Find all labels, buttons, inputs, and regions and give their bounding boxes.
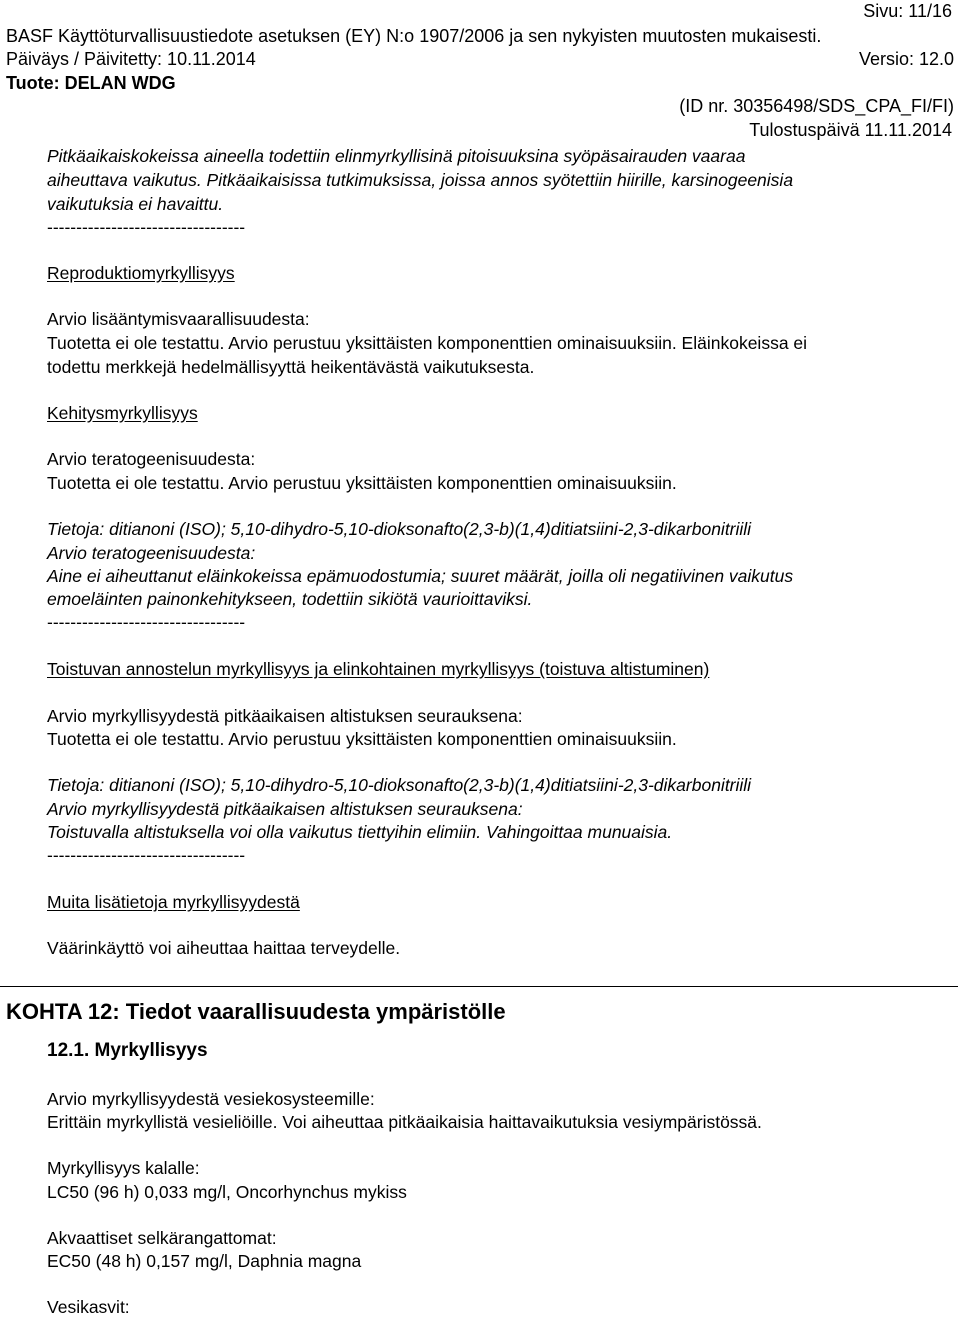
version-label: Versio: 12.0	[858, 49, 954, 69]
revision-date: Päiväys / Päivitetty: 10.11.2014	[6, 49, 256, 69]
separator-line: ----------------------------------	[47, 845, 246, 865]
aquatic-assessment-label: Arvio myrkyllisyydestä vesiekosysteemille:	[47, 1089, 375, 1109]
separator-line: ----------------------------------	[47, 612, 246, 632]
fish-toxicity-value: LC50 (96 h) 0,033 mg/l, Oncorhynchus mykiss	[47, 1182, 407, 1202]
dithianon-info-line: Tietoja: ditianoni (ISO); 5,10-dihydro-5,10-dioksonafto(2,3-b)(1,4)ditiatsiini-2,3-dikarbonitriili	[47, 775, 752, 795]
separator-line: ----------------------------------	[47, 217, 246, 237]
dithianon-info-line: Aine ei aiheuttanut eläinkokeissa epämuodostumia; suuret määrät, joilla oli negatiivinen vaikutus	[47, 566, 794, 586]
invertebrates-value: EC50 (48 h) 0,157 mg/l, Daphnia magna	[47, 1251, 362, 1271]
section-divider	[0, 986, 958, 987]
dithianon-info-line: Toistuvalla altistuksella voi olla vaikutus tiettyihin elimiin. Vahingoittaa munuaisia.	[47, 822, 673, 842]
carcinogenicity-text-line: vaikutuksia ei havaittu.	[47, 194, 224, 214]
fish-toxicity-label: Myrkyllisyys kalalle:	[47, 1158, 200, 1178]
developmental-toxicity-heading: Kehitysmyrkyllisyys	[47, 403, 198, 423]
misuse-warning-text: Väärinkäyttö voi aiheuttaa haittaa terveydelle.	[47, 938, 401, 958]
aquatic-plants-label: Vesikasvit:	[47, 1297, 130, 1317]
reproduction-text-line: Tuotetta ei ole testattu. Arvio perustuu yksittäisten komponenttien ominaisuuksiin. Eläinkokeissa ei	[47, 333, 808, 353]
subsection-12-1-heading: 12.1. Myrkyllisyys	[47, 1040, 208, 1061]
carcinogenicity-text-line: Pitkäaikaiskokeissa aineella todettiin elinmyrkyllisinä pitoisuuksina syöpäsairauden vaaraa	[47, 146, 746, 166]
product-name: Tuote: DELAN WDG	[6, 73, 176, 93]
dithianon-info-line: Arvio myrkyllisyydestä pitkäaikaisen altistuksen seurauksena:	[47, 799, 523, 819]
dithianon-info-line: Tietoja: ditianoni (ISO); 5,10-dihydro-5,10-dioksonafto(2,3-b)(1,4)ditiatsiini-2,3-dikarbonitriili	[47, 519, 752, 539]
carcinogenicity-text-line: aiheuttava vaikutus. Pitkäaikaisissa tutkimuksissa, joissa annos syötettiin hiirille, karsinogeenisia	[47, 170, 794, 190]
long-term-exposure-text: Tuotetta ei ole testattu. Arvio perustuu yksittäisten komponenttien ominaisuuksiin.	[47, 729, 677, 749]
aquatic-assessment-text: Erittäin myrkyllistä vesieliöille. Voi aiheuttaa pitkäaikaisia haittavaikutuksia vesiympäristössä.	[47, 1112, 762, 1132]
document-title: BASF Käyttöturvallisuustiedote asetuksen (EY) N:o 1907/2006 ja sen nykyisten muutosten mukaisesti.	[6, 26, 822, 46]
section-12-heading: KOHTA 12: Tiedot vaarallisuudesta ympäristölle	[6, 999, 506, 1024]
repeated-dose-toxicity-heading: Toistuvan annostelun myrkyllisyys ja elinkohtainen myrkyllisyys (toistuva altistuminen)	[47, 659, 710, 679]
teratogenicity-text: Tuotetta ei ole testattu. Arvio perustuu yksittäisten komponenttien ominaisuuksiin.	[47, 473, 677, 493]
document-id: (ID nr. 30356498/SDS_CPA_FI/FI)	[679, 96, 954, 116]
dithianon-info-line: Arvio teratogeenisuudesta:	[47, 543, 256, 563]
teratogenicity-label: Arvio teratogeenisuudesta:	[47, 449, 256, 469]
dithianon-info-line: emoeläinten painonkehitykseen, todettiin sikiötä vaurioittaviksi.	[47, 589, 533, 609]
invertebrates-label: Akvaattiset selkärangattomat:	[47, 1228, 277, 1248]
reproduction-toxicity-heading: Reproduktiomyrkyllisyys	[47, 263, 235, 283]
reproduction-assessment-label: Arvio lisääntymisvaarallisuudesta:	[47, 309, 310, 329]
other-toxicity-info-heading: Muita lisätietoja myrkyllisyydestä	[47, 892, 300, 912]
reproduction-text-line: todettu merkkejä hedelmällisyyttä heikentävästä vaikutuksesta.	[47, 357, 535, 377]
page-number: Sivu: 11/16	[863, 1, 952, 21]
long-term-exposure-label: Arvio myrkyllisyydestä pitkäaikaisen altistuksen seurauksena:	[47, 706, 523, 726]
print-date: Tulostuspäivä 11.11.2014	[749, 120, 952, 140]
